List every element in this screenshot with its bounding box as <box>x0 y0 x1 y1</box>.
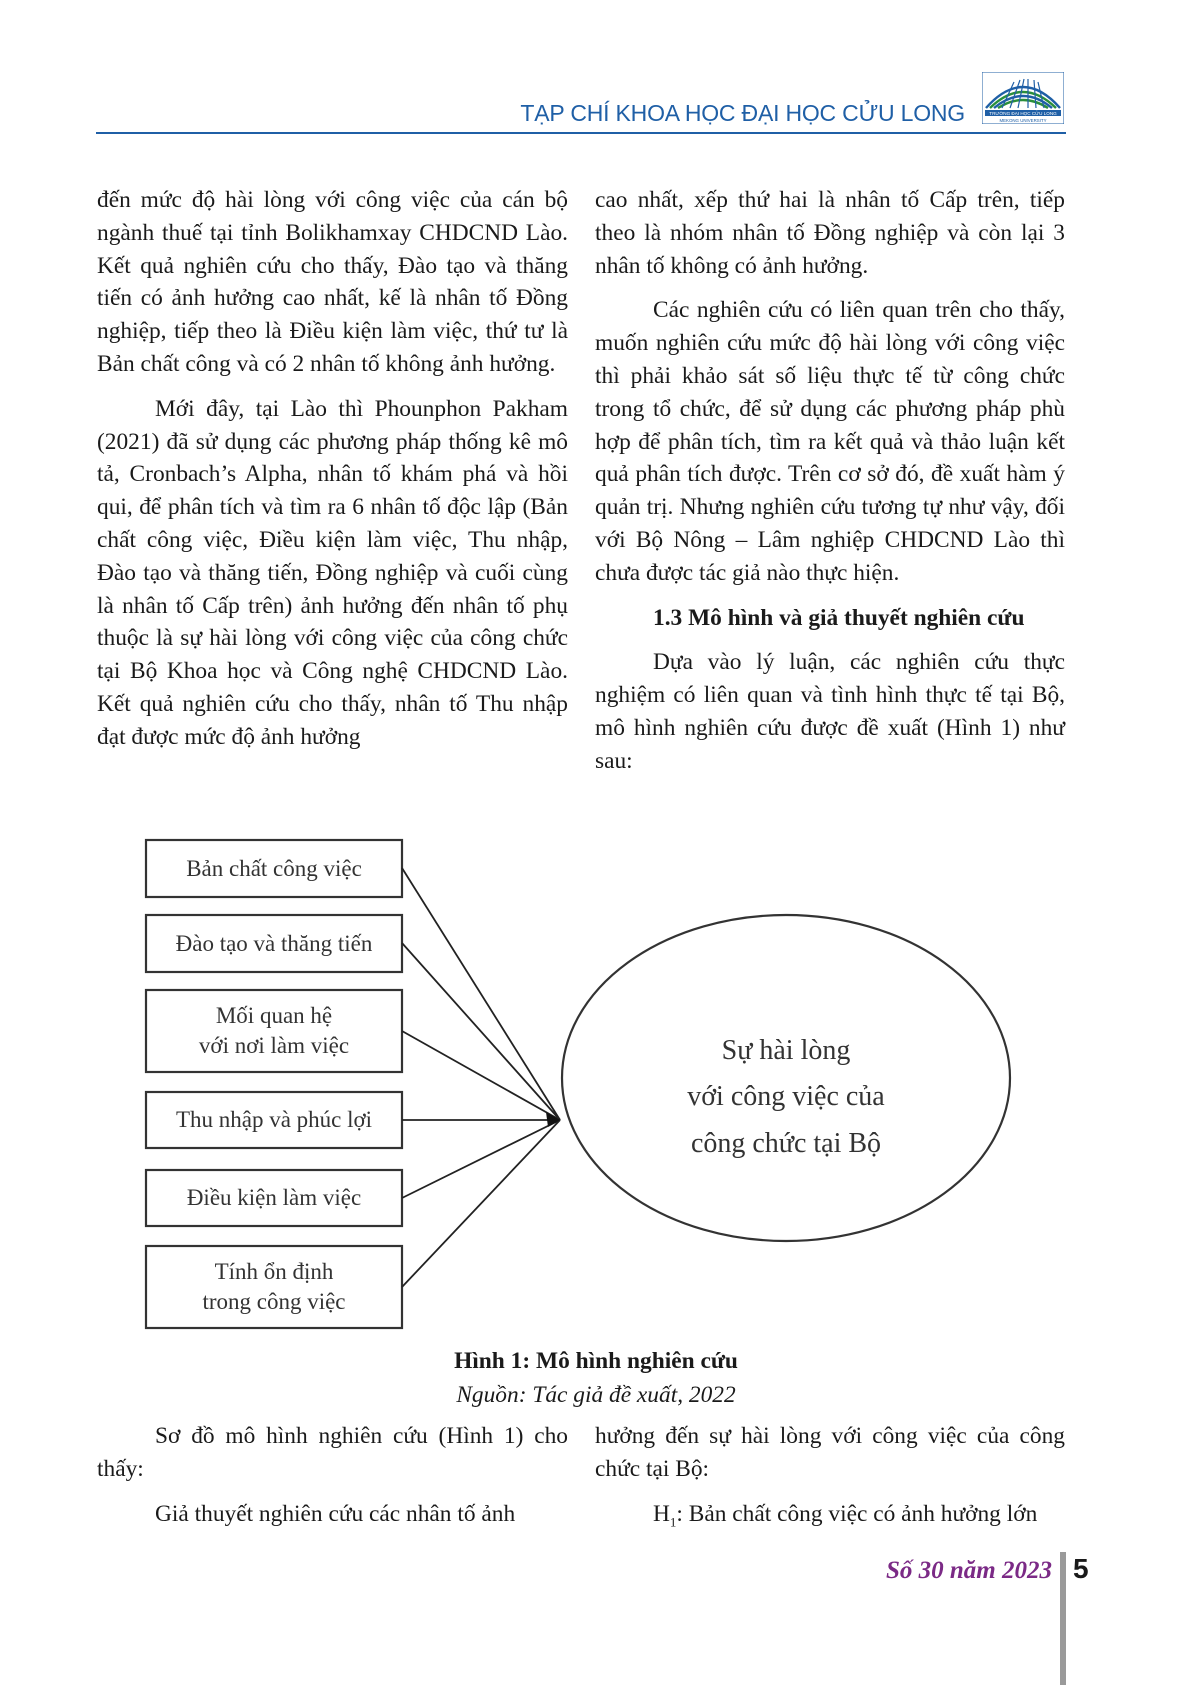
factor-label: Bản chất công việc <box>186 856 362 881</box>
bottom-left-column <box>97 1420 568 1542</box>
section-heading: 1.3 Mô hình và giả thuyết nghiên cứu <box>653 604 1025 631</box>
connector-lines <box>402 868 560 1287</box>
header-rule <box>96 132 1066 134</box>
university-logo <box>982 72 1064 124</box>
paragraph: hưởng đến sự hài lòng với công việc của công chức tại Bộ: <box>595 1423 1065 1482</box>
paragraph: đến mức độ hài lòng với công việc của cán bộ ngành thuế tại tỉnh Bolikhamxay CHDCND Lào. Kết quả nghiên cứu cho thấy, Đào tạo và thăng tiến có ảnh hưởng cao nhất, kế là nhân tố Đồng nghiệp, tiếp theo là Điều kiện làm việc, thứ tư là Bản chất công và có 2 nhân tố không ảnh hưởng. <box>97 187 568 377</box>
page-number: 5 <box>1073 1553 1089 1584</box>
logo-text-top: TRƯỜNG ĐẠI HỌC CỬU LONG <box>989 111 1057 116</box>
research-model-figure <box>130 830 1060 1340</box>
research-model-diagram <box>130 830 1060 1340</box>
paragraph: cao nhất, xếp thứ hai là nhân tố Cấp trên, tiếp theo là nhóm nhân tố Đồng nghiệp và còn lại 3 nhân tố không có ảnh hưởng. <box>595 187 1065 279</box>
paragraph: Dựa vào lý luận, các nghiên cứu thực nghiệm có liên quan và tình hình thực tế tại Bộ, mô hình nghiên cứu được đề xuất (Hình 1) như sau: <box>595 649 1065 774</box>
figure-caption: Hình 1: Mô hình nghiên cứu <box>454 1348 738 1374</box>
arrowhead-icon <box>546 1112 560 1127</box>
hypothesis-text: : Bản chất công việc có ảnh hưởng lớn <box>676 1500 1038 1527</box>
outcome-label: công chức tại Bộ <box>690 1128 882 1159</box>
issue-label: Số 30 năm 2023 <box>885 1557 1052 1584</box>
paragraph: Các nghiên cứu có liên quan trên cho thấy, muốn nghiên cứu mức độ hài lòng với công việc thì phải khảo sát số liệu thực tế từ công chức trong tổ chức, để sử dụng các phương pháp phù hợp để phân tích, tìm ra kết quả và thảo luận kết quả phân tích được. Trên cơ sở đó, đề xuất hàm ý quản trị. Nhưng nghiên cứu tương tự như vậy, đối với Bộ Nông – Lâm nghiệp CHDCND Lào thì chưa được tác giả nào thực hiện. <box>595 297 1065 586</box>
factor-box-2 <box>146 915 402 972</box>
paragraph: Sơ đồ mô hình nghiên cứu (Hình 1) cho thấy: <box>97 1423 568 1482</box>
factor-box-3 <box>146 990 402 1072</box>
factor-box-5 <box>146 1170 402 1226</box>
hypothesis-h1 <box>595 1498 1065 1539</box>
left-column <box>97 184 568 766</box>
factor-box-1 <box>146 840 402 897</box>
paragraph: Mới đây, tại Lào thì Phounphon Pakham (2021) đã sử dụng các phương pháp thống kê mô tả, Cronbach’s Alpha, nhân tố khám phá và hồi qui, để phân tích và tìm ra 6 nhân tố độc lập (Bản chất công việc, Điều kiện làm việc, Thu nhập, Đào tạo và thăng tiến, Đồng nghiệp và cuối cùng là nhân tố Cấp trên) ảnh hưởng đến nhân tố phụ thuộc là sự hài lòng với công việc của công chức tại Bộ Khoa học và Công nghệ CHDCND Lào. Kết quả nghiên cứu cho thấy, nhân tố Thu nhập đạt được mức độ ảnh hưởng <box>97 395 568 750</box>
footer-bar <box>1060 1552 1066 1685</box>
factor-label: Điều kiện làm việc <box>186 1185 362 1210</box>
hypothesis-subscript: 1 <box>669 1514 677 1530</box>
logo-text-bottom: MEKONG UNIVERSITY <box>999 118 1047 123</box>
factor-box-4 <box>146 1092 402 1148</box>
hypothesis-letter: H <box>653 1500 670 1527</box>
factor-label: Mối quan hệ <box>215 1003 333 1028</box>
factor-label: trong công việc <box>202 1289 346 1314</box>
figure-source: Nguồn: Tác giả đề xuất, 2022 <box>456 1382 736 1408</box>
outcome-label: với công việc của <box>687 1081 885 1112</box>
factor-box-6 <box>146 1246 402 1328</box>
right-column <box>595 184 1065 790</box>
bottom-right-column <box>595 1420 1065 1551</box>
paragraph: Giả thuyết nghiên cứu các nhân tố ảnh <box>155 1500 516 1527</box>
factor-label: với nơi làm việc <box>198 1033 350 1058</box>
factor-label: Tính ổn định <box>214 1259 334 1284</box>
factor-label: Thu nhập và phúc lợi <box>175 1107 373 1132</box>
journal-title: TẠP CHÍ KHOA HỌC ĐẠI HỌC CỬU LONG <box>520 100 965 126</box>
factor-label: Đào tạo và thăng tiến <box>175 931 373 956</box>
outcome-label: Sự hài lòng <box>721 1035 851 1066</box>
outcome-ellipse <box>562 915 1010 1241</box>
